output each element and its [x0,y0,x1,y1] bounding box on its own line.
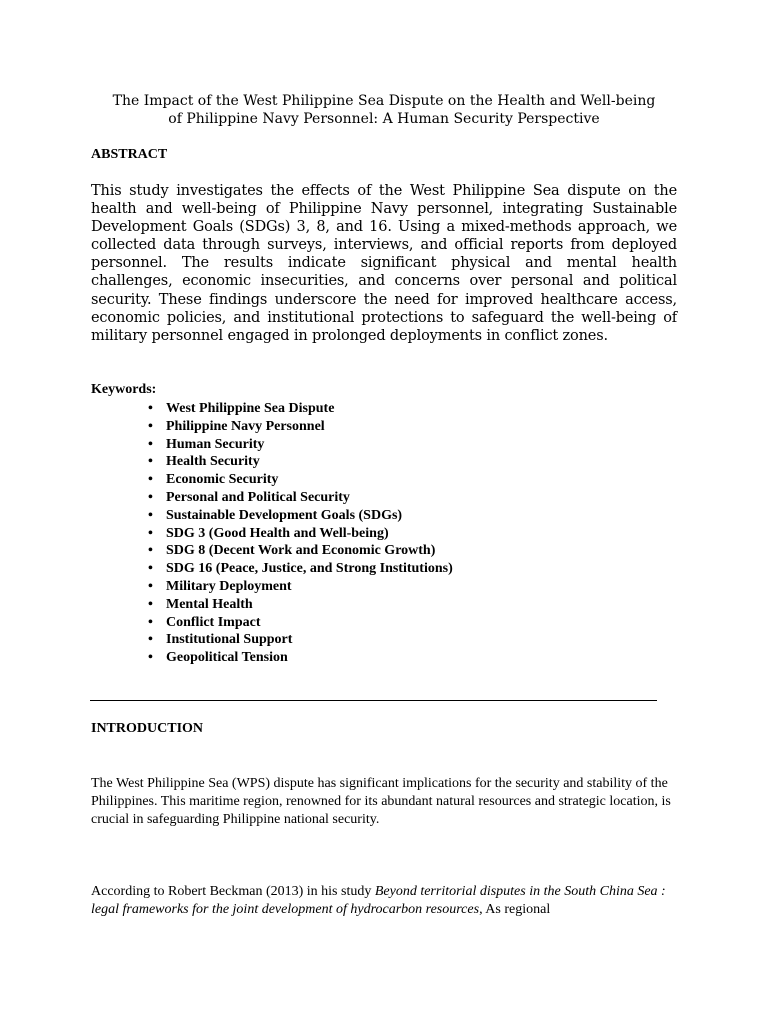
keyword-item [148,649,453,667]
keyword-item [148,614,453,632]
bullet-icon: • [148,472,153,488]
bullet-icon: • [148,489,153,505]
keywords-label: Keywords: [91,382,157,397]
title-line-2: of Philippine Navy Personnel: A Human Security Perspective [168,111,600,127]
abstract-heading: ABSTRACT [91,147,168,162]
bullet-icon: • [148,543,153,559]
paragraph-2-prefix: According to Robert Beckman (2013) in his study [91,884,375,899]
keyword-text: Institutional Support [166,632,293,648]
bullet-icon: • [148,418,153,434]
bullet-icon: • [148,596,153,612]
section-divider [90,700,657,701]
bullet-icon: • [148,525,153,541]
bullet-icon: • [148,650,153,666]
bullet-icon: • [148,578,153,594]
keyword-text: SDG 8 (Decent Work and Economic Growth) [166,543,436,559]
keywords-list [148,400,453,667]
keyword-text: Conflict Impact [166,614,261,630]
keyword-text: West Philippine Sea Dispute [166,401,335,416]
bullet-icon: • [148,436,153,452]
keyword-text: SDG 16 (Peace, Justice, and Strong Institutions) [166,561,453,577]
cited-study-title: Beyond territorial disputes in the South China Sea : legal frameworks for the joint development of hydrocarbon resources [91,884,666,917]
abstract-body: This study investigates the effects of the West Philippine Sea dispute on the health and well-being of Philippine Navy personnel, integrating Sustainable Development Goals (SDGs) 3, 8, and 16. Using a mixed-methods approach, we collected data through surveys, interviews, and official reports from deployed personnel. The results indicate significant physical and mental health challenges, economic insecurities, and concerns over personal and political security. These findings underscore the need for improved healthcare access, economic policies, and institutional protections to safeguard the well-being of military personnel engaged in prolonged deployments in conflict zones. [91,183,677,344]
title-line-1: The Impact of the West Philippine Sea Dispute on the Health and Well-being [112,93,656,109]
introduction-paragraph-1: The West Philippine Sea (WPS) dispute has significant implications for the security and stability of the Philippines. This maritime region, renowned for its abundant natural resources and strategic location, is crucial in safeguarding Philippine national security. [91,776,671,827]
keyword-text: Geopolitical Tension [166,650,288,666]
keyword-text: Personal and Political Security [166,489,350,505]
keyword-item [148,453,453,471]
bullet-icon: • [148,561,153,577]
introduction-paragraph-2 [91,883,681,919]
keyword-text: Philippine Navy Personnel [166,418,325,434]
keyword-text: Human Security [166,436,265,452]
bullet-icon: • [148,454,153,470]
keyword-item [148,489,453,507]
introduction-heading: INTRODUCTION [91,721,204,736]
keyword-item [148,525,453,543]
keyword-item [148,507,453,525]
keyword-item [148,560,453,578]
keyword-text: Sustainable Development Goals (SDGs) [166,507,403,523]
paragraph-2-suffix: , As regional [479,901,551,917]
bullet-icon: • [148,632,153,648]
keyword-text: Health Security [166,454,260,470]
keyword-item [148,418,453,436]
keyword-item [148,436,453,454]
keyword-item [148,542,453,560]
keyword-item [148,631,453,649]
bullet-icon: • [148,507,153,523]
keyword-text: Military Deployment [166,578,292,594]
keyword-item [148,400,453,418]
keyword-text: Mental Health [166,596,253,612]
document-title [90,92,678,128]
keyword-item [148,471,453,489]
bullet-icon: • [148,614,153,630]
keyword-item [148,578,453,596]
keyword-item [148,596,453,614]
keyword-text: SDG 3 (Good Health and Well-being) [166,525,389,541]
keyword-text: Economic Security [166,472,279,488]
bullet-icon: • [148,401,153,416]
